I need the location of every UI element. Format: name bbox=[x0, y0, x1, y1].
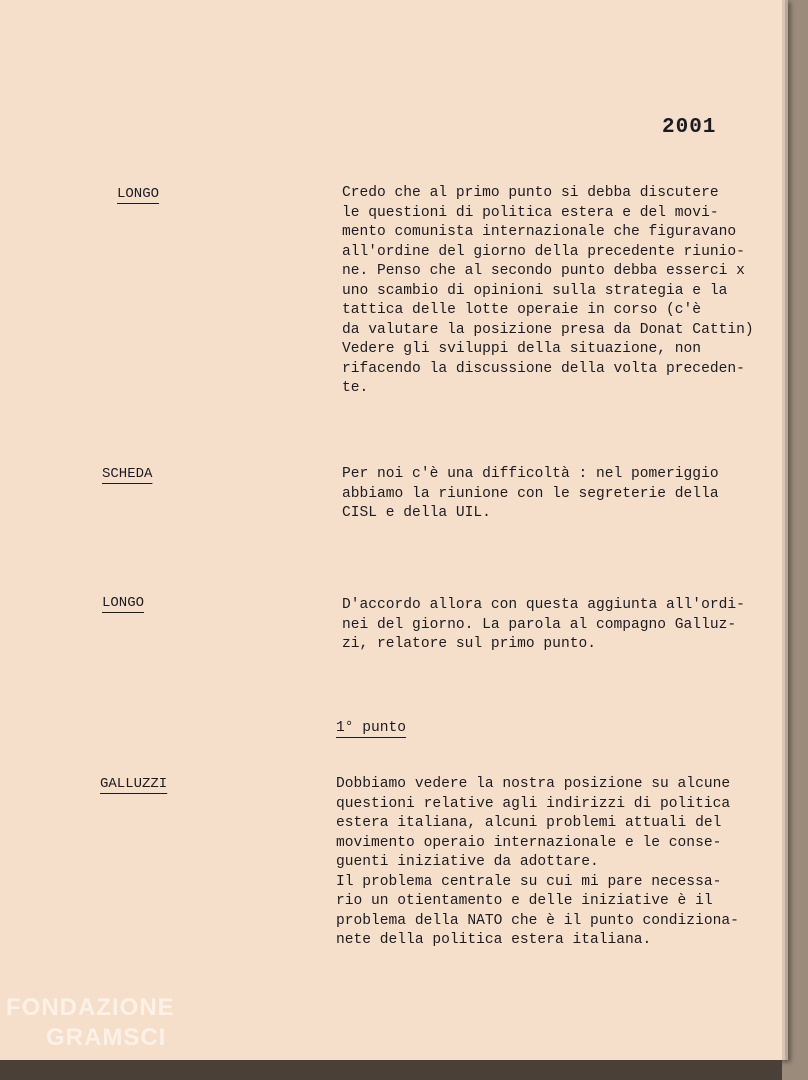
speech-line: rifacendo la discussione della volta preceden- bbox=[342, 360, 745, 377]
watermark-line: GRAMSCI bbox=[46, 1024, 167, 1051]
speech-line: te. bbox=[342, 380, 369, 396]
speech-line: CISL e della UIL. bbox=[342, 505, 491, 521]
speaker-label: LONGO bbox=[102, 595, 145, 611]
speech-line: problema della NATO che è il punto condiziona- bbox=[336, 912, 739, 929]
speech-line: ne. Penso che al secondo punto debba esserci x bbox=[342, 263, 745, 279]
speech-block bbox=[342, 596, 782, 655]
speech-block bbox=[342, 465, 782, 524]
speech-line: Dobbiamo vedere la nostra posizione su alcune bbox=[336, 776, 731, 792]
speaker-label: LONGO bbox=[117, 186, 160, 202]
speech-line: estera italiana, alcuni problemi attuali del bbox=[336, 815, 722, 831]
speech-line: zi, relatore sul primo punto. bbox=[342, 636, 596, 652]
speaker-label: SCHEDA bbox=[102, 466, 153, 482]
speech-line: nei del giorno. La parola al compagno Galluz- bbox=[342, 616, 737, 633]
speech-line: mento comunista internazionale che figuravano bbox=[342, 224, 737, 240]
speech-block bbox=[342, 184, 782, 399]
speech-line: Credo che al primo punto si debba discutere bbox=[342, 185, 719, 201]
speech-line: D'accordo allora con questa aggiunta all'ordi- bbox=[342, 597, 745, 613]
speech-line: movimento operaio internazionale e le conse- bbox=[336, 834, 722, 851]
speech-block bbox=[336, 775, 776, 951]
speech-line: Vedere gli sviluppi della situazione, non bbox=[342, 341, 702, 357]
speech-line: rio un otientamento e delle iniziative è il bbox=[336, 893, 713, 909]
watermark-line: FONDAZIONE bbox=[6, 994, 175, 1021]
speech-line: Il problema centrale su cui mi pare necessa- bbox=[336, 873, 722, 890]
speech-line: nete della politica estera italiana. bbox=[336, 932, 652, 948]
speech-line: Per noi c'è una difficoltà : nel pomeriggio bbox=[342, 466, 719, 482]
speaker-label: GALLUZZI bbox=[100, 776, 168, 792]
watermark-logo bbox=[6, 993, 175, 1053]
speech-line: da valutare la posizione presa da Donat Cattin) bbox=[342, 321, 754, 338]
speech-line: abbiamo la riunione con le segreterie della bbox=[342, 485, 719, 502]
speech-line: all'ordine del giorno della precedente riunio- bbox=[342, 243, 745, 260]
section-heading: 1° punto bbox=[336, 720, 407, 736]
speech-line: questioni relative agli indirizzi di politica bbox=[336, 795, 731, 812]
speech-line: le questioni di politica estera e del movi- bbox=[342, 204, 719, 221]
speech-line: uno scambio di opinioni sulla strategia e la bbox=[342, 282, 728, 299]
speech-line: guenti iniziative da adottare. bbox=[336, 854, 599, 870]
page-number: 2001 bbox=[662, 116, 717, 139]
speech-line: tattica delle lotte operaie in corso (c'è bbox=[342, 302, 702, 318]
